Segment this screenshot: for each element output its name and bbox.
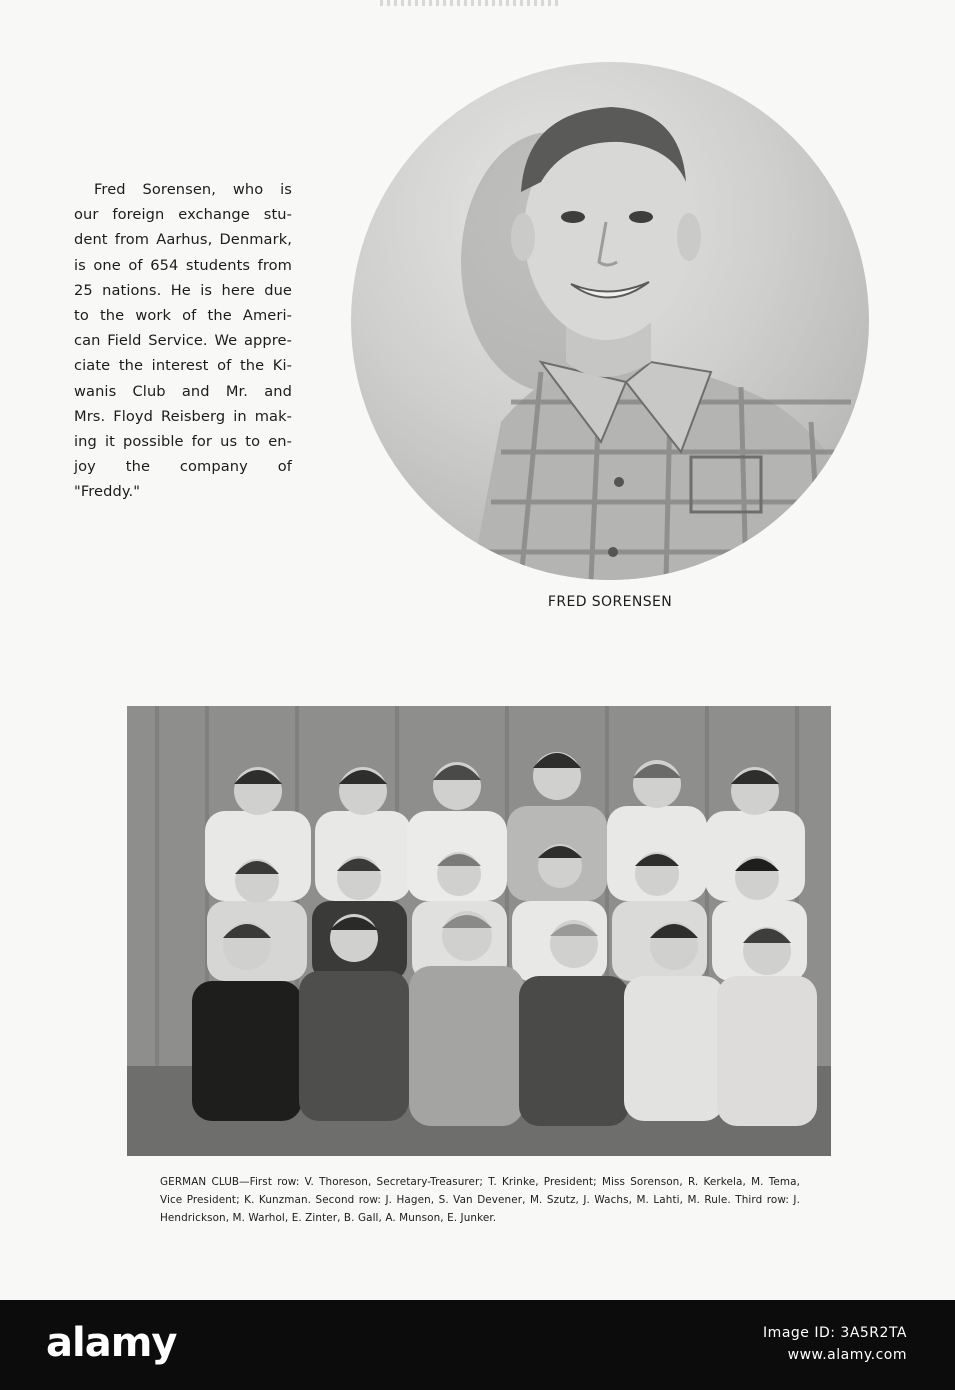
intro-line: can Field Service. We appre- bbox=[74, 332, 292, 350]
intro-line: to the work of the Ameri- bbox=[74, 307, 292, 325]
group-photo bbox=[127, 706, 831, 1156]
group-illustration bbox=[127, 706, 831, 1156]
intro-line: dent from Aarhus, Denmark, bbox=[74, 231, 292, 249]
intro-line: 25 nations. He is here due bbox=[74, 281, 292, 299]
intro-paragraph bbox=[74, 177, 292, 505]
scan-artifact bbox=[380, 0, 560, 6]
intro-line: is one of 654 students from bbox=[74, 256, 292, 274]
intro-line: Fred Sorensen, who is bbox=[94, 181, 292, 198]
site-url: www.alamy.com bbox=[787, 1347, 907, 1363]
alamy-logo: alamy bbox=[46, 1320, 177, 1366]
portrait-photo bbox=[351, 62, 869, 580]
watermark-footer bbox=[0, 1300, 955, 1390]
intro-line: wanis Club and Mr. and bbox=[74, 382, 292, 400]
image-id: Image ID: 3A5R2TA bbox=[763, 1325, 907, 1341]
portrait-caption: FRED SORENSEN bbox=[547, 594, 673, 610]
intro-line: Mrs. Floyd Reisberg in mak- bbox=[74, 407, 292, 425]
portrait-illustration bbox=[351, 62, 869, 580]
intro-line: joy the company of bbox=[74, 458, 292, 476]
group-caption: GERMAN CLUB—First row: V. Thoreson, Secretary-Treasurer; T. Krinke, President; Miss Sorenson, R. Kerkela, M. Tema, Vice President; K. Kunzman. Second row: J. Hagen, S. Van Devener, M. Szutz, J. Wachs, M. Lahti, M. Rule. Third row: J. Hendrickson, M. Warhol, E. Zinter, B. Gall, A. Munson, E. Junker. bbox=[160, 1176, 800, 1224]
intro-line: "Freddy." bbox=[74, 483, 141, 501]
intro-line: ing it possible for us to en- bbox=[74, 433, 292, 451]
intro-line: our foreign exchange stu- bbox=[74, 206, 292, 224]
intro-line: ciate the interest of the Ki- bbox=[74, 357, 292, 375]
